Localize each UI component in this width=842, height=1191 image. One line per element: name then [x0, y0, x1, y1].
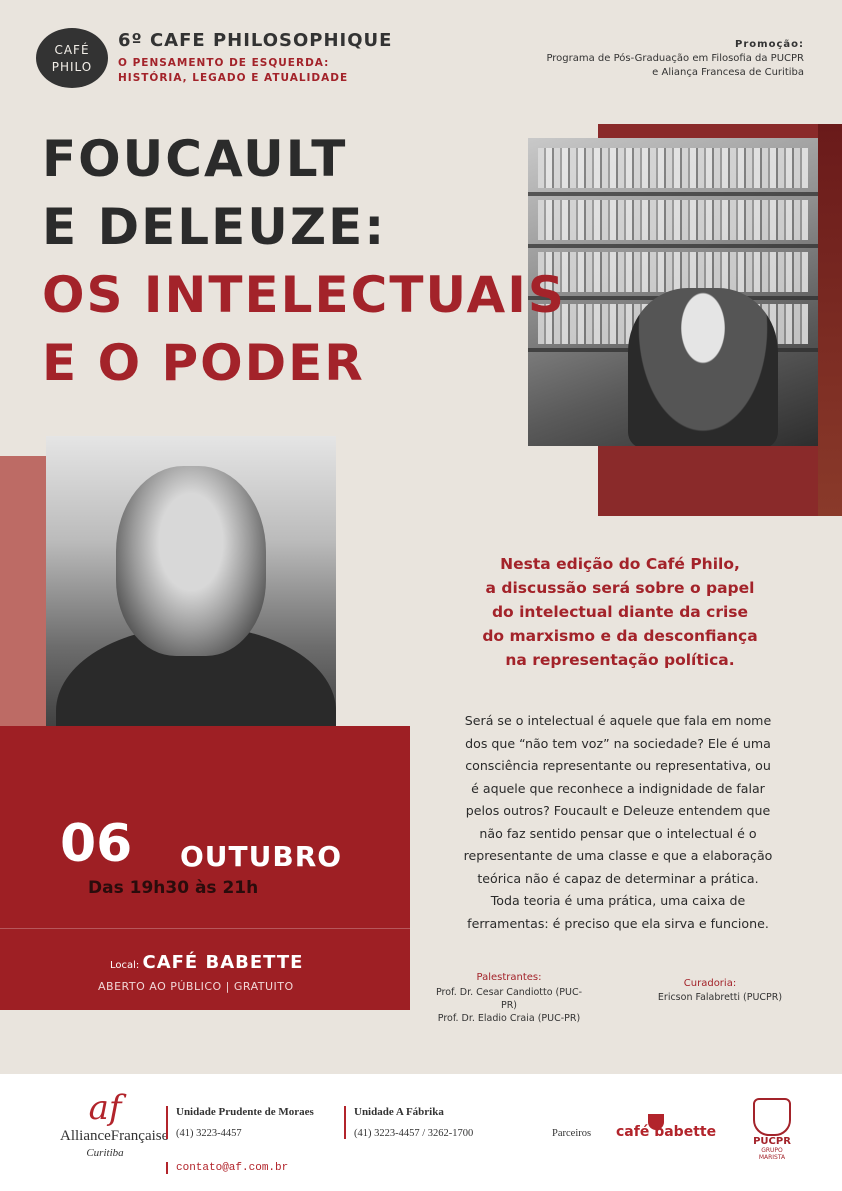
- body-line: não faz sentido pensar que o intelectual é o: [479, 825, 757, 841]
- event-series-title: 6º CAFE PHILOSOPHIQUE: [118, 30, 393, 51]
- body-paragraph: [424, 710, 812, 935]
- event-month: OUTUBRO: [180, 840, 343, 873]
- pucpr-group: GRUPO MARISTA: [758, 1147, 786, 1161]
- unit-phone: (41) 3223-4457: [176, 1128, 242, 1139]
- body-line: consciência representante ou representativa, ou: [465, 758, 771, 773]
- body-line: teórica não é capaz de determinar a prática.: [477, 870, 759, 886]
- lead-line: a discussão será sobre o papel: [485, 579, 755, 597]
- promotion-info: [546, 38, 804, 80]
- event-date-block: [0, 726, 410, 1010]
- body-line: ferramentas: é preciso que ela sirva e funcione.: [467, 915, 769, 931]
- headline-line3: OS INTELECTUAIS: [42, 266, 566, 324]
- unit-prudente: [166, 1106, 314, 1139]
- footer: [0, 1074, 842, 1191]
- subtitle-line2: HISTÓRIA, LEGADO E ATUALIDADE: [118, 72, 349, 84]
- af-name: AllianceFrançaise: [60, 1128, 169, 1144]
- speaker-name: Prof. Dr. Eladio Craia (PUC-PR): [437, 1013, 581, 1024]
- body-line: representante de uma classe e que a elaboração: [463, 848, 773, 863]
- lead-paragraph: [430, 552, 810, 672]
- logo-line2: PHILO: [51, 60, 93, 74]
- headline-line2: E DELEUZE:: [42, 198, 387, 256]
- unit-fabrika: [344, 1106, 473, 1139]
- divider: [0, 928, 410, 929]
- promo-line1: Programa de Pós-Graduação em Filosofia da PUCPR: [546, 53, 804, 64]
- curation-label: Curadoria:: [683, 978, 737, 989]
- partners-label: Parceiros: [552, 1128, 592, 1139]
- bookshelf-strip: [818, 124, 842, 516]
- af-city: Curitiba: [86, 1147, 124, 1159]
- event-location: [110, 952, 303, 973]
- lead-line: do marxismo e da desconfiança: [482, 627, 758, 645]
- location-name: CAFÉ BABETTE: [142, 952, 304, 973]
- logo-line1: CAFÉ: [54, 43, 90, 57]
- event-time: Das 19h30 às 21h: [88, 878, 259, 898]
- crest-icon: [753, 1098, 791, 1136]
- promo-label: Promoção:: [735, 39, 804, 50]
- lead-line: do intelectual diante da crise: [491, 603, 749, 621]
- speaker-name: Prof. Dr. Cesar Candiotto (PUC-PR): [435, 987, 583, 1011]
- unit-title: Unidade A Fábrika: [354, 1106, 444, 1118]
- lead-line: Nesta edição do Café Philo,: [500, 555, 740, 573]
- alliance-francaise-logo: [60, 1088, 169, 1159]
- location-details: ABERTO AO PÚBLICO | GRATUITO: [98, 980, 294, 993]
- af-mark: af: [88, 1088, 122, 1128]
- foucault-photo: [528, 138, 818, 446]
- speakers-list: [434, 986, 584, 1025]
- location-label: Local:: [110, 960, 140, 971]
- speakers-label: Palestrantes:: [476, 972, 542, 983]
- pucpr-name: PUCPR: [753, 1136, 791, 1147]
- subtitle-line1: O PENSAMENTO DE ESQUERDA:: [118, 57, 330, 69]
- body-line: pelos outros? Foucault e Deleuze entendem que: [465, 803, 771, 818]
- body-line: é aquele que reconhece a indignidade de falar: [471, 780, 765, 796]
- unit-title: Unidade Prudente de Moraes: [176, 1106, 314, 1118]
- event-day: 06: [60, 814, 133, 874]
- body-line: Será se o intelectual é aquele que fala em nome: [464, 713, 772, 728]
- curator-name: Ericson Falabretti (PUCPR): [657, 992, 783, 1003]
- promo-line2: e Aliança Francesa de Curitiba: [652, 67, 804, 78]
- body-line: dos que “não tem voz” na sociedade? Ele é uma: [465, 735, 771, 751]
- contact-email[interactable]: contato@af.com.br: [166, 1162, 288, 1174]
- headline-line1: FOUCAULT: [42, 130, 348, 188]
- lead-line: na representação política.: [505, 651, 735, 669]
- unit-phone: (41) 3223-4457 / 3262-1700: [354, 1128, 474, 1139]
- cafe-philo-logo: [36, 28, 108, 88]
- event-series-subtitle: [118, 56, 348, 86]
- cafe-babette-logo: café babette: [616, 1124, 717, 1140]
- body-line: Toda teoria é uma prática, uma caixa de: [490, 893, 746, 908]
- pucpr-logo: [752, 1098, 792, 1161]
- headline-line4: E O PODER: [42, 334, 365, 392]
